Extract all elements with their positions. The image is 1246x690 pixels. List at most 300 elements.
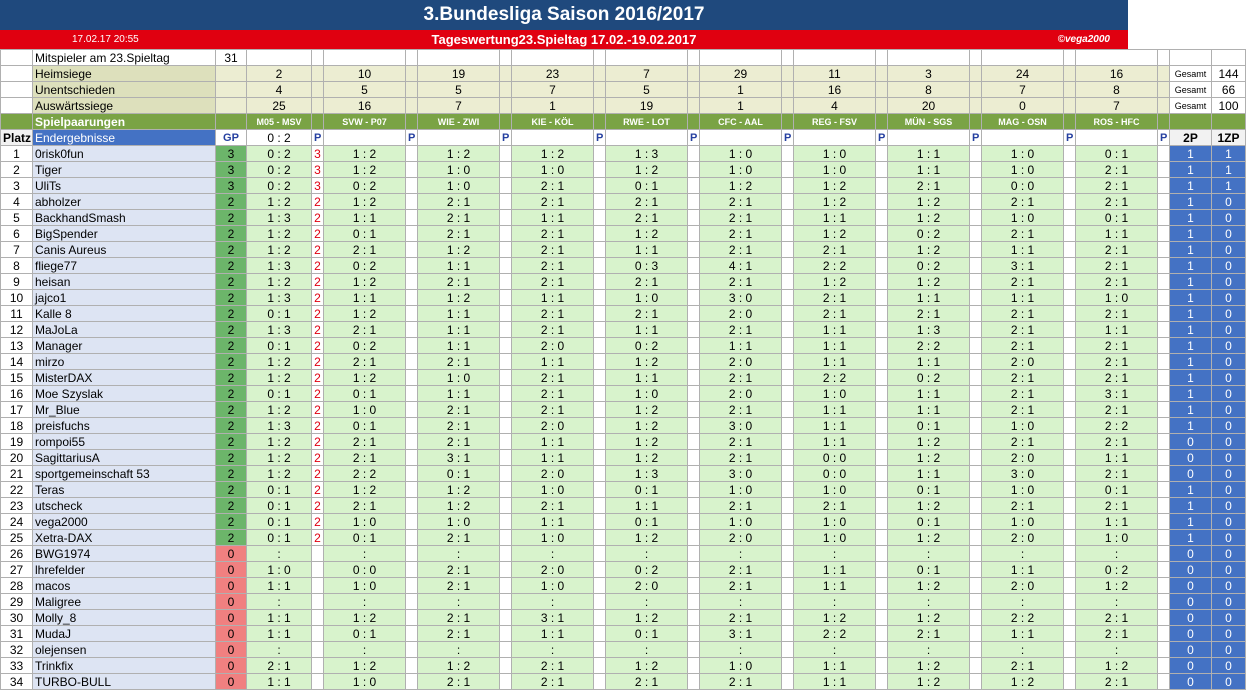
- rank-cell: 1: [1, 146, 33, 162]
- rank-cell: 29: [1, 594, 33, 610]
- tip-cell: 1 : 2: [888, 210, 970, 226]
- tip-cell: 1 : 2: [888, 610, 970, 626]
- blank-cell: [594, 626, 606, 642]
- gp-cell: 2: [216, 482, 247, 498]
- 1zp-cell: 0: [1212, 450, 1246, 466]
- tip-cell: 2 : 1: [1076, 610, 1158, 626]
- blank-cell: [1158, 642, 1170, 658]
- tip-cell: 2 : 1: [418, 274, 500, 290]
- blank-cell: [594, 82, 606, 98]
- player-name: Canis Aureus: [33, 242, 216, 258]
- summary-value: 29: [700, 66, 782, 82]
- tip-cell: 1 : 2: [606, 402, 688, 418]
- blank-cell: [876, 626, 888, 642]
- rank-cell: 10: [1, 290, 33, 306]
- blank-cell: [1064, 418, 1076, 434]
- tip-cell: 0 : 0: [324, 562, 406, 578]
- blank-cell: [1064, 594, 1076, 610]
- tip-cell: 1 : 2: [888, 578, 970, 594]
- blank-cell: [782, 242, 794, 258]
- tip-cell: 2 : 1: [794, 290, 876, 306]
- tip-cell: 1 : 1: [794, 578, 876, 594]
- gp-cell: 2: [216, 290, 247, 306]
- blank-cell: [594, 418, 606, 434]
- tip-cell: 2 : 1: [606, 306, 688, 322]
- table-row: [1, 434, 1246, 450]
- blank-cell: [1064, 562, 1076, 578]
- blank-cell: [500, 242, 512, 258]
- blank-cell: [594, 642, 606, 658]
- blank-cell: [594, 402, 606, 418]
- rank-cell: 22: [1, 482, 33, 498]
- blank-cell: [594, 306, 606, 322]
- 1zp-cell: 0: [1212, 370, 1246, 386]
- tip-cell: 1 : 2: [324, 370, 406, 386]
- blank-cell: [500, 210, 512, 226]
- blank-cell: [782, 546, 794, 562]
- tip-cell: 2 : 1: [418, 530, 500, 546]
- tip-cell: 1 : 1: [982, 290, 1064, 306]
- gp-cell: 2: [216, 354, 247, 370]
- blank-cell: [688, 626, 700, 642]
- tip-cell: 2 : 1: [512, 386, 594, 402]
- blank-cell: [688, 82, 700, 98]
- player-name: Moe Szyslak: [33, 386, 216, 402]
- tip-cell: 0 : 1: [888, 514, 970, 530]
- 2p-cell: 0: [1170, 674, 1212, 690]
- tip-cell: 1 : 2: [247, 194, 312, 210]
- rank-cell: 17: [1, 402, 33, 418]
- blank-cell: [782, 466, 794, 482]
- tip-cell: 2 : 1: [418, 354, 500, 370]
- result-cell: [324, 130, 406, 146]
- blank-cell: [216, 114, 247, 130]
- blank-cell: [688, 114, 700, 130]
- tip-cell: 2 : 1: [700, 610, 782, 626]
- blank-cell: [1064, 114, 1076, 130]
- table-row: [1, 98, 1246, 114]
- page-title: 3.Bundesliga Saison 2016/2017: [0, 0, 1128, 30]
- blank-cell: [782, 290, 794, 306]
- gp-cell: 3: [216, 146, 247, 162]
- blank-cell: [594, 610, 606, 626]
- blank-cell: [688, 642, 700, 658]
- tip-cell: 1 : 1: [794, 210, 876, 226]
- points-cell: [312, 658, 324, 674]
- tip-cell: 0 : 1: [418, 466, 500, 482]
- points-cell: [312, 594, 324, 610]
- tip-cell: 1 : 2: [606, 530, 688, 546]
- tip-cell: 2 : 1: [700, 578, 782, 594]
- 1zp-cell: 0: [1212, 418, 1246, 434]
- blank-cell: [876, 418, 888, 434]
- tip-cell: 1 : 2: [1076, 578, 1158, 594]
- blank-cell: [406, 482, 418, 498]
- 1zp-cell: 0: [1212, 322, 1246, 338]
- tip-cell: 2 : 1: [700, 242, 782, 258]
- table-row: [1, 50, 1246, 66]
- blank-cell: [1064, 626, 1076, 642]
- tip-cell: 0 : 1: [324, 530, 406, 546]
- blank-cell: [500, 514, 512, 530]
- blank-cell: [500, 354, 512, 370]
- blank-cell: [500, 306, 512, 322]
- tip-cell: 3 : 0: [700, 418, 782, 434]
- mitspieler-value: 31: [216, 50, 247, 66]
- 1zp-cell: 0: [1212, 210, 1246, 226]
- tip-cell: 1 : 2: [606, 610, 688, 626]
- 1zp-cell: 0: [1212, 242, 1246, 258]
- p-header: P: [406, 130, 418, 146]
- points-cell: 3: [312, 162, 324, 178]
- gp-cell: 2: [216, 386, 247, 402]
- blank-cell: [1158, 290, 1170, 306]
- tip-cell: 2 : 1: [700, 434, 782, 450]
- tip-cell: 2 : 1: [512, 226, 594, 242]
- tip-cell: 2 : 1: [700, 322, 782, 338]
- tip-cell: 2 : 1: [418, 226, 500, 242]
- tip-cell: 2 : 1: [700, 498, 782, 514]
- table-row: [1, 658, 1246, 674]
- tip-cell: 2 : 0: [700, 306, 782, 322]
- tip-cell: 1 : 1: [606, 498, 688, 514]
- blank-cell: [500, 322, 512, 338]
- tip-cell: 1 : 1: [418, 338, 500, 354]
- tip-cell: 2 : 1: [418, 194, 500, 210]
- tip-cell: :: [324, 594, 406, 610]
- blank-cell: [688, 290, 700, 306]
- blank-cell: [876, 338, 888, 354]
- blank-cell: [1158, 610, 1170, 626]
- blank-cell: [782, 274, 794, 290]
- player-name: olejensen: [33, 642, 216, 658]
- table-row: [1, 242, 1246, 258]
- blank-cell: [594, 66, 606, 82]
- tip-cell: 1 : 1: [888, 290, 970, 306]
- blank-cell: [1064, 162, 1076, 178]
- blank-cell: [500, 562, 512, 578]
- tip-cell: 1 : 2: [324, 146, 406, 162]
- blank-cell: [1, 98, 33, 114]
- player-name: SagittariusA: [33, 450, 216, 466]
- tip-cell: 1 : 2: [888, 242, 970, 258]
- tip-cell: 2 : 1: [1076, 306, 1158, 322]
- blank-cell: [970, 434, 982, 450]
- tip-cell: 0 : 1: [247, 514, 312, 530]
- blank-cell: [688, 514, 700, 530]
- 2p-cell: 1: [1170, 338, 1212, 354]
- tip-cell: 2 : 1: [324, 498, 406, 514]
- blank-cell: [594, 578, 606, 594]
- summary-value: 1: [700, 98, 782, 114]
- 2p-cell: 1: [1170, 354, 1212, 370]
- blank-cell: [1158, 322, 1170, 338]
- blank-cell: [688, 194, 700, 210]
- tip-cell: 1 : 3: [247, 418, 312, 434]
- tip-cell: 0 : 2: [247, 162, 312, 178]
- blank-cell: [782, 450, 794, 466]
- blank-cell: [1158, 594, 1170, 610]
- gp-cell: 0: [216, 642, 247, 658]
- blank-cell: [594, 530, 606, 546]
- blank-cell: [500, 498, 512, 514]
- blank-cell: [406, 402, 418, 418]
- blank-cell: [876, 546, 888, 562]
- tip-cell: 2 : 1: [1076, 354, 1158, 370]
- tip-cell: 1 : 1: [794, 562, 876, 578]
- blank-cell: [970, 546, 982, 562]
- tip-cell: 2 : 1: [512, 274, 594, 290]
- gp-cell: 0: [216, 594, 247, 610]
- 2p-cell: 1: [1170, 482, 1212, 498]
- blank-cell: [970, 562, 982, 578]
- 1zp-cell: 0: [1212, 594, 1246, 610]
- tip-cell: 2 : 1: [794, 306, 876, 322]
- blank-cell: [876, 402, 888, 418]
- points-cell: 2: [312, 418, 324, 434]
- player-name: Teras: [33, 482, 216, 498]
- tip-cell: 2 : 1: [512, 306, 594, 322]
- blank-cell: [406, 514, 418, 530]
- tip-cell: 2 : 1: [888, 306, 970, 322]
- tip-cell: 2 : 1: [700, 370, 782, 386]
- tip-cell: 0 : 1: [324, 626, 406, 642]
- tip-cell: 1 : 1: [512, 434, 594, 450]
- gp-cell: 0: [216, 658, 247, 674]
- blank-cell: [1064, 210, 1076, 226]
- blank-cell: [982, 50, 1064, 66]
- tip-cell: 0 : 2: [1076, 562, 1158, 578]
- blank-cell: [1158, 386, 1170, 402]
- tip-cell: 1 : 0: [700, 162, 782, 178]
- tip-cell: 0 : 1: [606, 482, 688, 498]
- tip-cell: 1 : 1: [324, 290, 406, 306]
- blank-cell: [406, 146, 418, 162]
- tip-cell: 1 : 0: [512, 482, 594, 498]
- points-cell: 2: [312, 274, 324, 290]
- points-cell: 2: [312, 450, 324, 466]
- 1zp-cell: 0: [1212, 610, 1246, 626]
- result-cell: [512, 130, 594, 146]
- gp-cell: 0: [216, 626, 247, 642]
- 2p-cell: 1: [1170, 274, 1212, 290]
- tip-cell: 2 : 0: [982, 530, 1064, 546]
- tip-cell: 0 : 1: [324, 226, 406, 242]
- 2p-cell: 1: [1170, 370, 1212, 386]
- points-cell: [312, 578, 324, 594]
- tip-cell: 1 : 2: [247, 354, 312, 370]
- tip-cell: 0 : 1: [606, 626, 688, 642]
- points-cell: 2: [312, 210, 324, 226]
- blank-cell: [500, 146, 512, 162]
- blank-cell: [1158, 658, 1170, 674]
- blank-cell: [688, 594, 700, 610]
- blank-cell: [1064, 450, 1076, 466]
- 2p-cell: 1: [1170, 194, 1212, 210]
- tip-cell: 1 : 1: [794, 674, 876, 690]
- blank-cell: [782, 386, 794, 402]
- blank-cell: [594, 274, 606, 290]
- blank-cell: [688, 530, 700, 546]
- table-row: [1, 482, 1246, 498]
- blank-cell: [406, 610, 418, 626]
- blank-cell: [594, 338, 606, 354]
- tip-cell: 2 : 1: [512, 402, 594, 418]
- blank-cell: [406, 50, 418, 66]
- standings-table: [0, 49, 1246, 690]
- tip-cell: 2 : 0: [982, 354, 1064, 370]
- gp-cell: 2: [216, 514, 247, 530]
- tip-cell: 1 : 2: [324, 482, 406, 498]
- tip-cell: 1 : 0: [700, 146, 782, 162]
- blank-cell: [782, 626, 794, 642]
- blank-cell: [876, 178, 888, 194]
- tip-cell: 1 : 1: [247, 626, 312, 642]
- table-row: [1, 626, 1246, 642]
- rank-cell: 27: [1, 562, 33, 578]
- tip-cell: 2 : 1: [794, 242, 876, 258]
- tip-cell: 2 : 1: [324, 450, 406, 466]
- player-name: mirzo: [33, 354, 216, 370]
- tip-cell: 1 : 0: [794, 146, 876, 162]
- blank-cell: [500, 258, 512, 274]
- blank-cell: [406, 178, 418, 194]
- tip-cell: 2 : 1: [1076, 370, 1158, 386]
- tip-cell: :: [700, 546, 782, 562]
- blank-cell: [1158, 242, 1170, 258]
- tip-cell: 1 : 3: [247, 290, 312, 306]
- table-row: [1, 194, 1246, 210]
- player-name: macos: [33, 578, 216, 594]
- blank-cell: [500, 114, 512, 130]
- tip-cell: 1 : 2: [794, 610, 876, 626]
- 2p-cell: 1: [1170, 514, 1212, 530]
- tip-cell: :: [794, 594, 876, 610]
- blank-cell: [1, 114, 33, 130]
- blank-cell: [1158, 578, 1170, 594]
- blank-cell: [688, 306, 700, 322]
- tip-cell: 0 : 1: [247, 498, 312, 514]
- blank-cell: [1064, 530, 1076, 546]
- tip-cell: 0 : 2: [324, 258, 406, 274]
- blank-cell: [688, 226, 700, 242]
- gp-cell: 2: [216, 242, 247, 258]
- blank-cell: [406, 322, 418, 338]
- blank-cell: [782, 354, 794, 370]
- blank-cell: [500, 674, 512, 690]
- tip-cell: :: [794, 546, 876, 562]
- tip-cell: 2 : 1: [606, 674, 688, 690]
- blank-cell: [1064, 50, 1076, 66]
- blank-cell: [782, 114, 794, 130]
- tip-cell: 2 : 1: [982, 370, 1064, 386]
- 1zp-cell: 1: [1212, 162, 1246, 178]
- table-row: [1, 498, 1246, 514]
- blank-cell: [406, 194, 418, 210]
- blank-cell: [688, 562, 700, 578]
- blank-cell: [888, 50, 970, 66]
- 2p-cell: 1: [1170, 258, 1212, 274]
- rank-cell: 34: [1, 674, 33, 690]
- blank-cell: [216, 82, 247, 98]
- tip-cell: 1 : 2: [888, 674, 970, 690]
- tip-cell: 1 : 0: [794, 482, 876, 498]
- tip-cell: 1 : 2: [794, 194, 876, 210]
- summary-value: 7: [982, 82, 1064, 98]
- blank-cell: [1064, 322, 1076, 338]
- tip-cell: 0 : 1: [324, 418, 406, 434]
- blank-cell: [1064, 370, 1076, 386]
- blank-cell: [970, 50, 982, 66]
- tip-cell: 1 : 1: [888, 386, 970, 402]
- blank-cell: [876, 514, 888, 530]
- blank-cell: [1064, 386, 1076, 402]
- summary-value: 16: [324, 98, 406, 114]
- tip-cell: :: [606, 594, 688, 610]
- player-name: Maligree: [33, 594, 216, 610]
- blank-cell: [1076, 50, 1158, 66]
- tip-cell: 2 : 1: [512, 498, 594, 514]
- tip-cell: 2 : 1: [512, 258, 594, 274]
- blank-cell: [500, 386, 512, 402]
- tip-cell: 1 : 0: [982, 146, 1064, 162]
- tip-cell: :: [1076, 642, 1158, 658]
- player-name: Mr_Blue: [33, 402, 216, 418]
- 2p-cell: 1: [1170, 418, 1212, 434]
- summary-label: Heimsiege: [33, 66, 216, 82]
- tip-cell: 1 : 0: [324, 578, 406, 594]
- points-cell: 2: [312, 434, 324, 450]
- 1zp-cell: 0: [1212, 530, 1246, 546]
- 2p-cell: 1: [1170, 530, 1212, 546]
- 1zp-cell: 0: [1212, 674, 1246, 690]
- tip-cell: 2 : 1: [700, 226, 782, 242]
- blank-cell: [782, 658, 794, 674]
- subtitle: Tageswertung23.Spieltag 17.02.-19.02.2017: [431, 32, 697, 47]
- tip-cell: 2 : 1: [418, 610, 500, 626]
- tip-cell: 1 : 2: [418, 658, 500, 674]
- tip-cell: :: [247, 546, 312, 562]
- table-row: [1, 338, 1246, 354]
- blank-cell: [970, 66, 982, 82]
- p-header: P: [782, 130, 794, 146]
- table-row: [1, 146, 1246, 162]
- tip-cell: 1 : 0: [418, 514, 500, 530]
- blank-cell: [688, 370, 700, 386]
- player-name: Tiger: [33, 162, 216, 178]
- tip-cell: 0 : 2: [247, 178, 312, 194]
- summary-value: 11: [794, 66, 876, 82]
- tip-cell: 2 : 1: [982, 338, 1064, 354]
- blank-cell: [876, 146, 888, 162]
- tip-cell: 1 : 3: [606, 146, 688, 162]
- tip-cell: 2 : 1: [1076, 626, 1158, 642]
- blank-cell: [688, 258, 700, 274]
- tip-cell: 3 : 0: [982, 466, 1064, 482]
- tip-cell: 2 : 1: [1076, 274, 1158, 290]
- blank-cell: [406, 594, 418, 610]
- tip-cell: 1 : 2: [606, 162, 688, 178]
- tip-cell: 1 : 0: [324, 402, 406, 418]
- 2p-cell: 0: [1170, 546, 1212, 562]
- blank-cell: [1064, 338, 1076, 354]
- points-cell: [312, 674, 324, 690]
- blank-cell: [782, 194, 794, 210]
- summary-value: 19: [418, 66, 500, 82]
- 1zp-cell: 0: [1212, 466, 1246, 482]
- points-cell: 2: [312, 466, 324, 482]
- p-header: P: [970, 130, 982, 146]
